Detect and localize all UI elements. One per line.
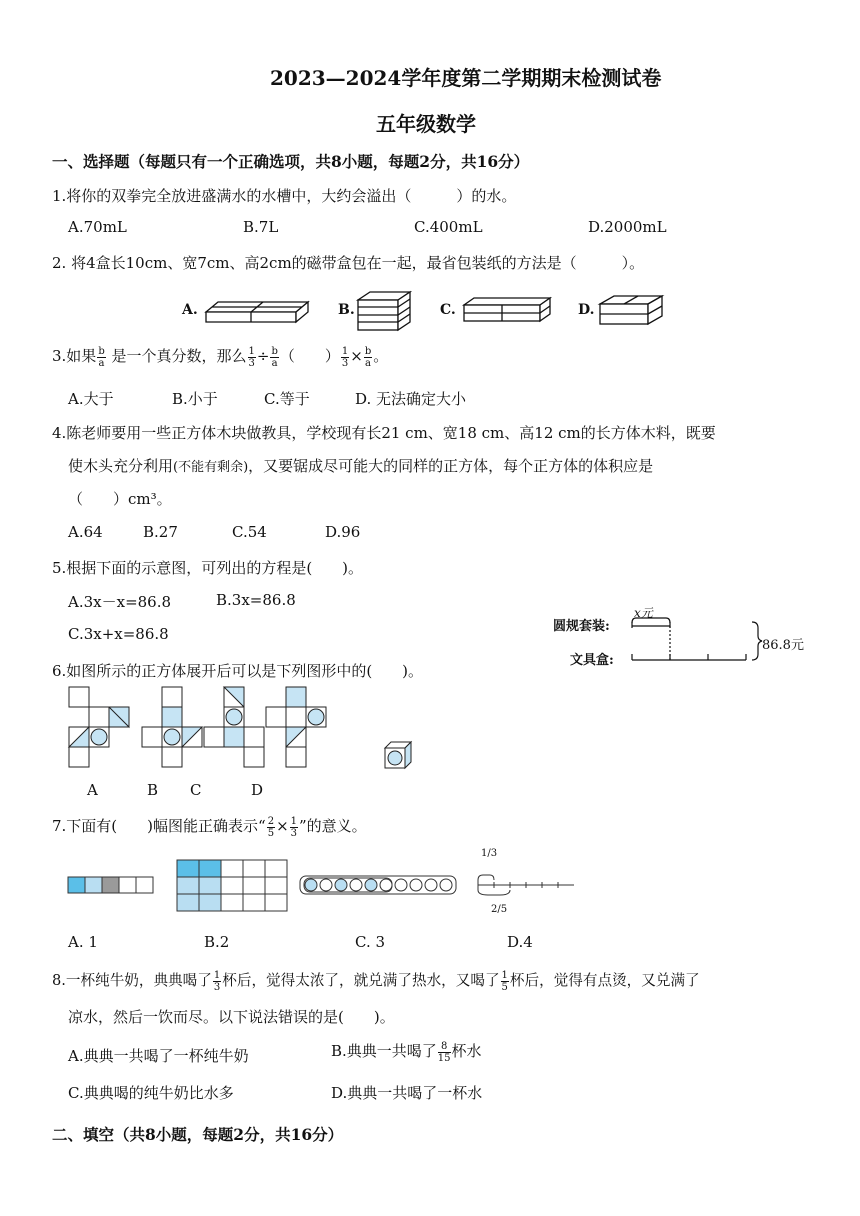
q8-optb-a: B.典典一共喝了: [331, 1042, 437, 1060]
q5-row1-label: 圆规套装:: [553, 619, 610, 634]
q4-option-b: B.27: [143, 523, 178, 541]
q3-frac-den: a: [98, 357, 105, 369]
q3-f4-den: a: [365, 357, 372, 369]
q7-numline-top-label: 1/3: [481, 848, 498, 859]
q3-f1-num: 1: [248, 345, 255, 357]
q4-line2b: (不能有剩余): [173, 460, 249, 475]
q8-optb-b: 杯水: [451, 1042, 482, 1060]
q7-numline-bottom-label: 2/5: [491, 904, 508, 915]
q4-option-a: A.64: [68, 523, 103, 541]
q3-f2-num: b: [271, 345, 278, 357]
q3-div: ÷: [256, 347, 270, 365]
q8-optb-den: 15: [437, 1052, 451, 1064]
q8-option-a: A.典典一共喝了一杯纯牛奶: [68, 1047, 249, 1065]
q8-option-c: C.典典喝的纯牛奶比水多: [68, 1084, 234, 1102]
q3-mid: 是一个真分数，那么: [106, 347, 247, 365]
q8-frac-1-5: [501, 970, 509, 993]
q3-f1-den: 3: [248, 357, 255, 369]
q3-frac-num: b: [98, 345, 105, 357]
q3-option-b: B.小于: [172, 390, 218, 408]
q8-line1b: 杯后，觉得太浓了，就兑满了热水，又喝了: [222, 972, 500, 989]
q8-frac-1-3: [213, 970, 221, 993]
q3-f3-num: 1: [341, 345, 349, 357]
q2-label-b: B.: [338, 302, 355, 318]
q6-label-b: B: [147, 781, 159, 799]
q2-label-d: D.: [578, 302, 595, 318]
q8-frac-8-15: [438, 1041, 451, 1064]
q8-optb-num: 8: [438, 1041, 451, 1053]
q8-f1-den: 3: [213, 981, 221, 993]
q1-stem: 1.将你的双拳完全放进盛满水的水槽中，大约会溢出（ ）的水。: [52, 187, 517, 205]
q1-option-a: A.70mL: [68, 218, 127, 236]
q7-times: ×: [276, 817, 289, 835]
q7-option-c: C. 3: [355, 933, 386, 951]
q2-label-c: C.: [440, 302, 456, 318]
q7-f2-num: 1: [290, 815, 298, 827]
q4-option-d: D.96: [325, 523, 361, 541]
q7-option-b: B.2: [204, 933, 230, 951]
q8-line2: 凉水，然后一饮而尽。以下说法错误的是( )。: [68, 1008, 395, 1026]
q3-option-d: D. 无法确定大小: [355, 390, 467, 408]
q7-f1-num: 2: [267, 815, 275, 827]
q5-total-label: 86.8元: [762, 638, 804, 653]
q8-option-d: D.典典一共喝了一杯水: [331, 1084, 483, 1102]
q3-f2-den: a: [271, 357, 278, 369]
q6-stem: 6.如图所示的正方体展开后可以是下列图形中的( )。: [52, 662, 424, 680]
q2-label-a: A.: [182, 302, 198, 318]
q7-option-a: A. 1: [68, 933, 98, 951]
q3-paren: （ ）: [279, 347, 340, 365]
q5-option-b: B.3x=86.8: [216, 591, 296, 609]
q3-prefix: 3.如果: [52, 347, 97, 365]
q7-f2-den: 3: [290, 827, 298, 839]
q8-f1-num: 1: [213, 969, 221, 981]
q5-x-label: x元: [634, 606, 653, 620]
q3-f3-den: 3: [341, 357, 349, 369]
q4-line2a: 使木头充分利用: [68, 457, 174, 475]
q4-line3: （ ）cm³。: [68, 490, 172, 508]
page-subtitle: 五年级数学: [376, 112, 476, 136]
q3-option-a: A.大于: [68, 390, 114, 408]
q8-line1c: 杯后，觉得有点烫，又兑满了: [509, 972, 700, 989]
q8-option-b: [331, 1040, 482, 1064]
q3-f4-num: b: [364, 345, 372, 357]
section-2-heading: 二、填空（共8小题，每题2分，共16分）: [52, 1125, 344, 1144]
q6-label-a: A: [87, 781, 98, 799]
q6-label-d: D: [251, 781, 264, 799]
q7-f1-den: 5: [267, 827, 275, 839]
q4-line2c: ，又要锯成尽可能大的同样的正方体，每个正方体的体积应是: [248, 457, 654, 475]
q4-option-c: C.54: [232, 523, 267, 541]
q4-line1: 4.陈老师要用一些正方体木块做教具，学校现有长21 cm、宽18 cm、高12 cm的长方体木料，既要: [52, 424, 716, 442]
q1-option-b: B.7L: [243, 218, 279, 236]
q7-option-d: D.4: [507, 933, 533, 951]
q3-times: ×: [350, 347, 363, 365]
q7-stem-b: ”的意义。: [299, 817, 367, 835]
q6-label-c: C: [190, 781, 202, 799]
q8-line1a: 8.一杯纯牛奶，典典喝了: [52, 972, 212, 989]
q5-option-c: C.3x+x=86.8: [68, 625, 169, 643]
q8-f2-num: 1: [501, 969, 508, 981]
q3-option-c: C.等于: [264, 390, 310, 408]
q8-f2-den: 5: [501, 981, 508, 993]
q5-stem: 5.根据下面的示意图，可列出的方程是( )。: [52, 559, 364, 577]
q1-option-c: C.400mL: [414, 218, 483, 236]
q5-row2-label: 文具盒:: [570, 653, 614, 668]
q7-stem-a: 7.下面有( )幅图能正确表示“: [52, 817, 266, 835]
section-1-heading: 一、选择题（每题只有一个正确选项，共8小题，每题2分，共16分）: [52, 152, 530, 171]
q5-option-a: A.3x－x=86.8: [68, 593, 172, 611]
q8-line1: [52, 969, 700, 993]
q3-end: 。: [373, 347, 389, 365]
page-title: 2023—2024学年度第二学期期末检测试卷: [270, 66, 662, 90]
q1-option-d: D.2000mL: [588, 218, 667, 236]
q2-stem: 2. 将4盒长10cm、宽7cm、高2cm的磁带盒包在一起，最省包装纸的方法是（ ）。: [52, 254, 645, 272]
